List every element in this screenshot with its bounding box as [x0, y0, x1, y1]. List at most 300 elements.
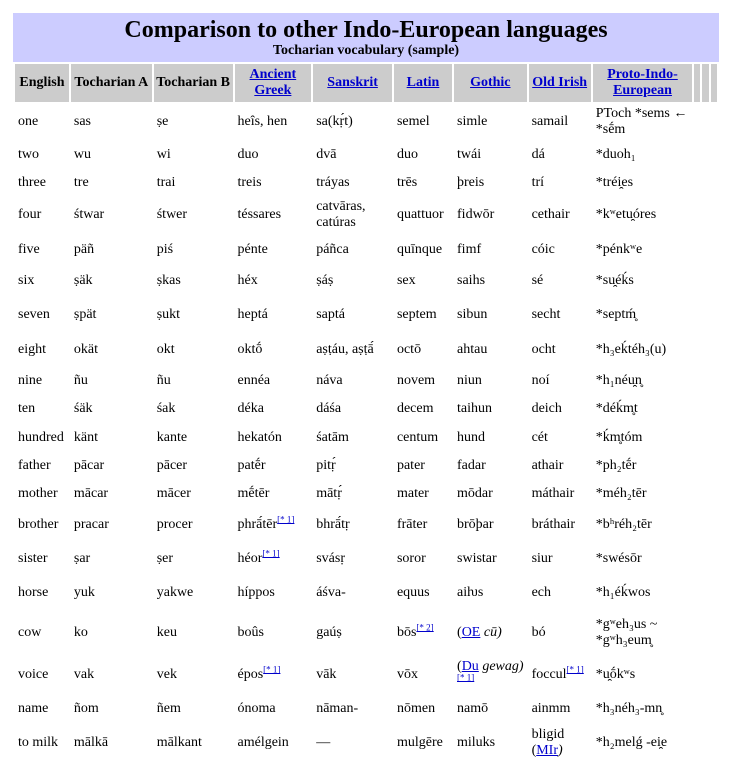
cell-text: héor [237, 551, 263, 566]
cell-gr [235, 509, 312, 541]
column-header[interactable] [454, 64, 527, 102]
empty-cell [702, 509, 708, 541]
cell-pie [593, 657, 693, 693]
cell-text: *h₃néh₃-mn̥ [595, 701, 663, 716]
cell-text: bligid [531, 727, 565, 742]
cell-text: heptá [237, 306, 268, 322]
cell-oi [529, 577, 591, 609]
vocabulary-table-container [13, 13, 719, 763]
cell-oi [529, 543, 591, 575]
table-row [15, 142, 717, 168]
cell-text: niun [457, 373, 482, 388]
cell-go [454, 577, 527, 609]
empty-cell [702, 235, 708, 264]
cell-text: six [18, 272, 35, 288]
cell-text: ) [558, 743, 563, 758]
cell-text: mother [18, 486, 58, 501]
footnote-ref-link[interactable]: [* 1] [277, 514, 295, 525]
cell-gr [235, 266, 312, 295]
empty-cell [702, 543, 708, 575]
cell-text: sas [73, 114, 92, 129]
footnote-ref-link[interactable]: [* 1] [262, 548, 280, 559]
cell-en [15, 334, 69, 366]
cell-tb [154, 170, 233, 195]
footnote-ref-link[interactable]: [* 2] [416, 622, 434, 633]
cell-pie [593, 577, 693, 609]
cell-text: *ḱm̥tóm [595, 429, 643, 445]
cell-en [15, 725, 69, 761]
cell-text: siur [531, 551, 553, 566]
cell-text: wu [73, 147, 92, 162]
language-link[interactable]: MIr [536, 743, 559, 758]
cell-text: ennéa [237, 373, 271, 388]
empty-cell [694, 396, 700, 422]
cell-text: kante [156, 429, 188, 445]
cell-text: patḗr [237, 458, 266, 473]
cell-text: voice [18, 667, 49, 682]
cell-go [454, 235, 527, 264]
language-link[interactable]: Du [461, 659, 479, 674]
cell-go [454, 104, 527, 140]
empty-cell [702, 266, 708, 295]
empty-cell [711, 396, 717, 422]
footnote-ref-link[interactable]: [* 1] [566, 664, 584, 675]
cell-text: deich [531, 401, 562, 416]
cell-go [454, 297, 527, 332]
cell-text: *h₂melǵ -ei̯e [595, 735, 668, 750]
empty-cell [694, 481, 700, 507]
cell-text: *tréi̯es [595, 174, 634, 190]
cell-pie [593, 509, 693, 541]
cell-text: cethair [531, 207, 570, 222]
cell-oi [529, 170, 591, 195]
cell-text: father [18, 458, 51, 473]
cell-ta [71, 334, 152, 366]
table-row [15, 695, 717, 723]
cell-go [454, 725, 527, 761]
cell-oi [529, 235, 591, 264]
cell-gr [235, 197, 312, 233]
column-header-link[interactable]: Old Irish [532, 75, 588, 90]
cell-la [394, 197, 452, 233]
cell-la [394, 611, 452, 655]
cell-text: *septḿ̥ [595, 306, 637, 322]
empty-cell [711, 197, 717, 233]
cell-pie [593, 266, 693, 295]
empty-cell [694, 695, 700, 723]
cell-text: name [18, 701, 49, 716]
cell-sa [313, 235, 392, 264]
cell-text: fadar [457, 458, 486, 473]
cell-la [394, 453, 452, 479]
cell-text: five [18, 241, 40, 257]
cell-pie [593, 695, 693, 723]
table-caption [13, 13, 719, 62]
cell-tb [154, 577, 233, 609]
empty-cell [711, 424, 717, 451]
vocabulary-table [13, 62, 719, 763]
cell-text: nāman- [316, 701, 359, 716]
cell-text: mātṛ́ [316, 486, 342, 501]
cell-go [454, 543, 527, 575]
cell-ta [71, 611, 152, 655]
empty-cell [694, 453, 700, 479]
column-header-link[interactable]: Sanskrit [327, 75, 378, 90]
cell-text: ñom [73, 701, 99, 716]
cell-text: seven [18, 306, 50, 322]
cell-go [454, 197, 527, 233]
empty-cell [694, 657, 700, 693]
empty-cell [702, 297, 708, 332]
cell-text: páñca [316, 241, 349, 257]
empty-cell [702, 424, 708, 451]
empty-cell [711, 481, 717, 507]
cell-sa [313, 334, 392, 366]
cell-la [394, 543, 452, 575]
footnote-ref-link[interactable]: [* 1] [263, 664, 281, 675]
column-header[interactable] [235, 64, 312, 102]
cell-text: taihun [457, 401, 493, 416]
cell-oi [529, 142, 591, 168]
cell-text: ech [531, 585, 551, 600]
cell-text: dá [531, 147, 545, 162]
cell-text: nine [18, 373, 43, 388]
cell-tb [154, 424, 233, 451]
column-header-link[interactable]: Ancient Greek [249, 67, 297, 98]
column-header[interactable] [313, 64, 392, 102]
cell-text: fidwōr [457, 207, 495, 222]
cell-text: two [18, 147, 39, 162]
cell-la [394, 334, 452, 366]
cell-text: frāter [396, 517, 428, 532]
cell-text: horse [18, 585, 49, 600]
cell-text: mālkant [156, 735, 202, 750]
cell-pie [593, 611, 693, 655]
cell-text: ṣe [156, 114, 169, 129]
cell-sa [313, 424, 392, 451]
cell-gr [235, 543, 312, 575]
cell-go [454, 396, 527, 422]
cell-en [15, 197, 69, 233]
cell-en [15, 266, 69, 295]
cell-text: hekatón [237, 429, 282, 445]
empty-header-cell [702, 64, 708, 102]
cell-gr [235, 170, 312, 195]
cell-la [394, 725, 452, 761]
cell-text: phrā́tēr [237, 517, 278, 532]
cell-text: *h₁néu̯n̥ [595, 373, 642, 388]
cell-la [394, 424, 452, 451]
cell-text: yakwe [156, 585, 194, 600]
cell-sa [313, 577, 392, 609]
table-row [15, 368, 717, 394]
header-row [15, 64, 717, 102]
cell-gr [235, 657, 312, 693]
cell-text: *méh₂tēr [595, 486, 647, 501]
cell-sa [313, 481, 392, 507]
cell-la [394, 235, 452, 264]
empty-cell [711, 657, 717, 693]
cell-go: (OE cū) [457, 625, 502, 640]
cell-text: ṣer [156, 551, 174, 566]
column-header-link[interactable]: Gothic [470, 75, 511, 90]
cell-ta [71, 509, 152, 541]
cell-text: foccul [531, 667, 567, 682]
column-header[interactable] [394, 64, 452, 102]
cell-text: pénte [237, 241, 268, 257]
cell-ta [71, 197, 152, 233]
cell-la [394, 657, 452, 693]
cell-text: ocht [531, 342, 556, 357]
cell-sa [313, 104, 392, 140]
cell-text: simle [457, 114, 488, 129]
cell-en [15, 235, 69, 264]
cell-text: quīnque [396, 241, 443, 257]
cell-sa [313, 197, 392, 233]
empty-cell [711, 297, 717, 332]
cell-oi [529, 266, 591, 295]
cell-text: sister [18, 551, 48, 566]
cell-tb [154, 396, 233, 422]
cell-text: héx [237, 272, 258, 288]
cell-tb [154, 297, 233, 332]
empty-cell [702, 611, 708, 655]
cell-oi [529, 368, 591, 394]
cell-gr [235, 424, 312, 451]
cell-oi [529, 657, 591, 693]
cell-la [394, 142, 452, 168]
cell-text: sex [396, 272, 416, 288]
cell-sa [313, 297, 392, 332]
empty-cell [702, 142, 708, 168]
cell-text: *su̯éḱs [595, 272, 634, 288]
cell-oi [529, 396, 591, 422]
cell-text: mācer [156, 486, 191, 501]
empty-cell [694, 170, 700, 195]
cell-text: pater [396, 458, 425, 473]
cell-en [15, 657, 69, 693]
cell-text: śäk [73, 401, 93, 416]
cell-text: treis [237, 174, 262, 190]
cell-text: *u̯ṓkʷs [595, 667, 636, 682]
cell-la [394, 481, 452, 507]
cell-oi [529, 424, 591, 451]
cell-text: sa(kṛ́t) [316, 114, 353, 129]
column-header-link[interactable]: Latin [406, 75, 440, 90]
empty-cell [702, 481, 708, 507]
cell-text: ṣáṣ [316, 272, 334, 288]
column-header: Tocharian B [154, 64, 233, 102]
cell-text: śak [156, 401, 176, 416]
cell-text: samail [531, 114, 569, 129]
table-row [15, 543, 717, 575]
cell-pie [593, 396, 693, 422]
cell-text: vek [156, 667, 177, 682]
cell-oi [529, 695, 591, 723]
cell-text: bó [531, 625, 546, 640]
cell-text: ñem [156, 701, 181, 716]
cell-text: vōx [396, 667, 418, 682]
cell-text: ñu [73, 373, 88, 388]
cell-tb [154, 481, 233, 507]
cell-text: saptá [316, 306, 345, 322]
empty-cell [702, 104, 708, 140]
cell-text: pācer [156, 458, 188, 473]
cell-text: noí [531, 373, 550, 388]
table-row [15, 266, 717, 295]
cell-en [15, 453, 69, 479]
table-row [15, 577, 717, 609]
cell-text: trai [156, 174, 176, 190]
table-row [15, 235, 717, 264]
cell-gr [235, 235, 312, 264]
cell-oi: bligid (MIr) [531, 727, 565, 758]
empty-cell [702, 725, 708, 761]
empty-cell [702, 197, 708, 233]
cell-oi [529, 509, 591, 541]
cell-la [394, 368, 452, 394]
cell-pie [593, 334, 693, 366]
cell-text: cow [18, 625, 42, 640]
cell-en [15, 611, 69, 655]
cell-oi [529, 481, 591, 507]
cell-ta [71, 142, 152, 168]
cell-text: þreis [457, 174, 485, 190]
cell-gr [235, 611, 312, 655]
cell-text: *h₃eḱtéh₃(u) [595, 342, 667, 357]
cell-text: soror [396, 551, 426, 566]
cell-ta [71, 396, 152, 422]
table-row [15, 453, 717, 479]
cell-tb [154, 142, 233, 168]
cell-text: heîs, hen [237, 114, 288, 129]
cell-la [394, 577, 452, 609]
cell-text: cóic [531, 241, 555, 257]
empty-cell [711, 368, 717, 394]
cell-text: ṣpät [73, 306, 97, 322]
cell-text: semel [396, 114, 430, 129]
empty-cell [694, 266, 700, 295]
cell-sa [313, 266, 392, 295]
cell-pie [593, 197, 693, 233]
cell-en [15, 577, 69, 609]
cell-text: duo [237, 147, 259, 162]
cell-text: pracar [73, 517, 109, 532]
cell-text: mater [396, 486, 429, 501]
cell-gr [235, 104, 312, 140]
cell-pie [593, 104, 693, 140]
cell-text: namō [457, 701, 489, 716]
empty-cell [711, 611, 717, 655]
cell-ta [71, 481, 152, 507]
cell-text: novem [396, 373, 436, 388]
cell-text: pācar [73, 458, 105, 473]
column-header: Tocharian A [71, 64, 152, 102]
table-row [15, 725, 717, 761]
cell-ta [71, 577, 152, 609]
cell-pie [593, 235, 693, 264]
empty-cell [711, 142, 717, 168]
cell-gr [235, 695, 312, 723]
language-link[interactable]: OE [461, 625, 481, 640]
empty-cell [711, 235, 717, 264]
cell-sa [313, 509, 392, 541]
cell-text: náva [316, 373, 343, 388]
cell-text: ṣukt [156, 306, 181, 322]
cell-text: *ph₂tḗr [595, 458, 637, 473]
cell-sa [313, 142, 392, 168]
cell-text: wi [156, 147, 171, 162]
cell-text: boûs [237, 625, 264, 640]
cell-text: máthair [531, 486, 575, 501]
cell-en [15, 170, 69, 195]
cell-tb [154, 611, 233, 655]
column-header[interactable] [593, 64, 693, 102]
cell-oi [529, 197, 591, 233]
cell-text: dáśa [316, 401, 342, 416]
cell-text: *swésōr [595, 551, 642, 566]
cell-text: bráthair [531, 517, 576, 532]
cell-text: mulgēre [396, 735, 443, 750]
empty-header-cell [694, 64, 700, 102]
cell-ta [71, 266, 152, 295]
cell-text: déka [237, 401, 264, 416]
cell-go [454, 334, 527, 366]
table-row [15, 481, 717, 507]
empty-cell [694, 577, 700, 609]
empty-cell [694, 235, 700, 264]
cell-text: four [18, 207, 42, 222]
table-row [15, 297, 717, 332]
cell-go [454, 481, 527, 507]
cell-text: swistar [457, 551, 497, 566]
cell-en [15, 695, 69, 723]
cell-text: bōs [396, 625, 417, 640]
column-header[interactable] [529, 64, 591, 102]
cell-en [15, 481, 69, 507]
cell-sa [313, 396, 392, 422]
cell-sa [313, 725, 392, 761]
cell-tb [154, 334, 233, 366]
cell-text: ten [18, 401, 36, 416]
cell-text: to milk [18, 735, 59, 750]
cell-en [15, 509, 69, 541]
empty-cell [694, 297, 700, 332]
column-header-link[interactable]: Proto-Indo-European [607, 67, 678, 98]
cell-tb [154, 543, 233, 575]
cell-text: svásṛ [316, 551, 345, 566]
empty-cell [702, 368, 708, 394]
cell-oi [529, 611, 591, 655]
empty-cell [711, 334, 717, 366]
cell-text: vāk [316, 667, 337, 682]
cell-gr [235, 481, 312, 507]
cell-text: áśva- [316, 585, 346, 600]
cell-text: equus [396, 585, 430, 600]
cell-text: ṣkas [156, 272, 181, 288]
cell-text: okät [73, 342, 98, 357]
cell-la [394, 509, 452, 541]
cell-text: athair [531, 458, 564, 473]
cell-pie [593, 142, 693, 168]
cell-text: épos [237, 667, 264, 682]
cell-text: ṣäk [73, 272, 93, 288]
table-subtitle: Tocharian vocabulary (sample) [272, 43, 460, 58]
footnote-ref-link[interactable]: [* 1] [457, 672, 475, 683]
cell-la [394, 266, 452, 295]
cell-text: hundred [18, 429, 64, 445]
empty-cell [694, 611, 700, 655]
